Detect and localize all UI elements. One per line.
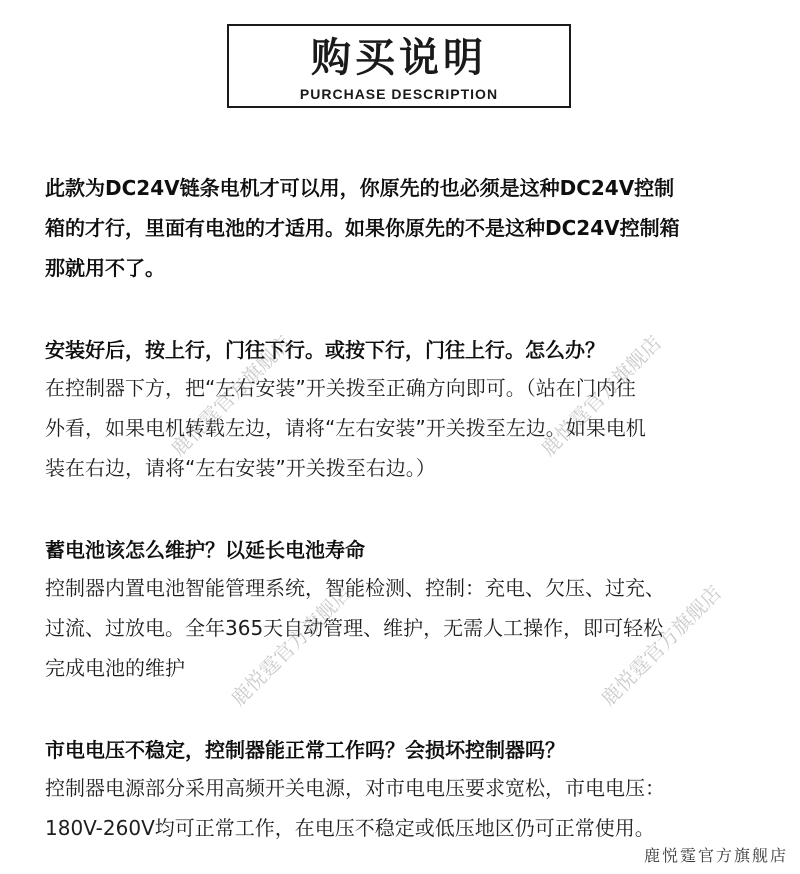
intro-line-3: 那就用不了。 xyxy=(45,256,165,280)
intro-line-1: 此款为DC24V链条电机才可以用，你原先的也必须是这种DC24V控制 xyxy=(45,176,675,200)
page-title: 购买说明 xyxy=(311,35,487,81)
faq-heading-voltage: 市电电压不稳定，控制器能正常工作吗？会损坏控制器吗？ xyxy=(45,738,565,762)
intro-line-2: 箱的才行，里面有电池的才适用。如果你原先的不是这种DC24V控制箱 xyxy=(45,216,680,240)
faq-answer-line: 控制器电源部分采用高频开关电源，对市电电压要求宽松，市电电压： xyxy=(45,776,665,800)
faq-answer-line: 控制器内置电池智能管理系统，智能检测、控制：充电、欠压、过充、 xyxy=(45,576,665,600)
page-subtitle: PURCHASE DESCRIPTION xyxy=(299,86,499,102)
watermark: 鹿悦霆官方旗舰店 xyxy=(166,330,297,461)
faq-answer-line: 装在右边，请将“左右安装”开关拨至右边。） xyxy=(45,456,436,480)
faq-heading-battery: 蓄电池该怎么维护？以延长电池寿命 xyxy=(45,538,365,562)
watermark: 鹿悦霆官方旗舰店 xyxy=(226,580,357,711)
faq-answer-line: 过流、过放电。全年365天自动管理、维护，无需人工操作，即可轻松 xyxy=(45,616,664,640)
watermark: 鹿悦霆官方旗舰店 xyxy=(596,580,727,711)
faq-answer-line: 外看，如果电机转载左边，请将“左右安装”开关拨至左边。如果电机 xyxy=(45,416,646,440)
faq-heading-install: 安装好后，按上行，门往下行。或按下行，门往上行。怎么办？ xyxy=(45,338,605,362)
faq-answer-line: 完成电池的维护 xyxy=(45,656,185,680)
store-name: 鹿悦霆官方旗舰店 xyxy=(643,846,788,865)
watermark: 鹿悦霆官方旗舰店 xyxy=(536,330,667,461)
title-box xyxy=(227,24,571,108)
faq-answer-line: 在控制器下方，把“左右安装”开关拨至正确方向即可。（站在门内往 xyxy=(45,376,636,400)
faq-answer-line: 180V-260V均可正常工作，在电压不稳定或低压地区仍可正常使用。 xyxy=(45,816,655,840)
